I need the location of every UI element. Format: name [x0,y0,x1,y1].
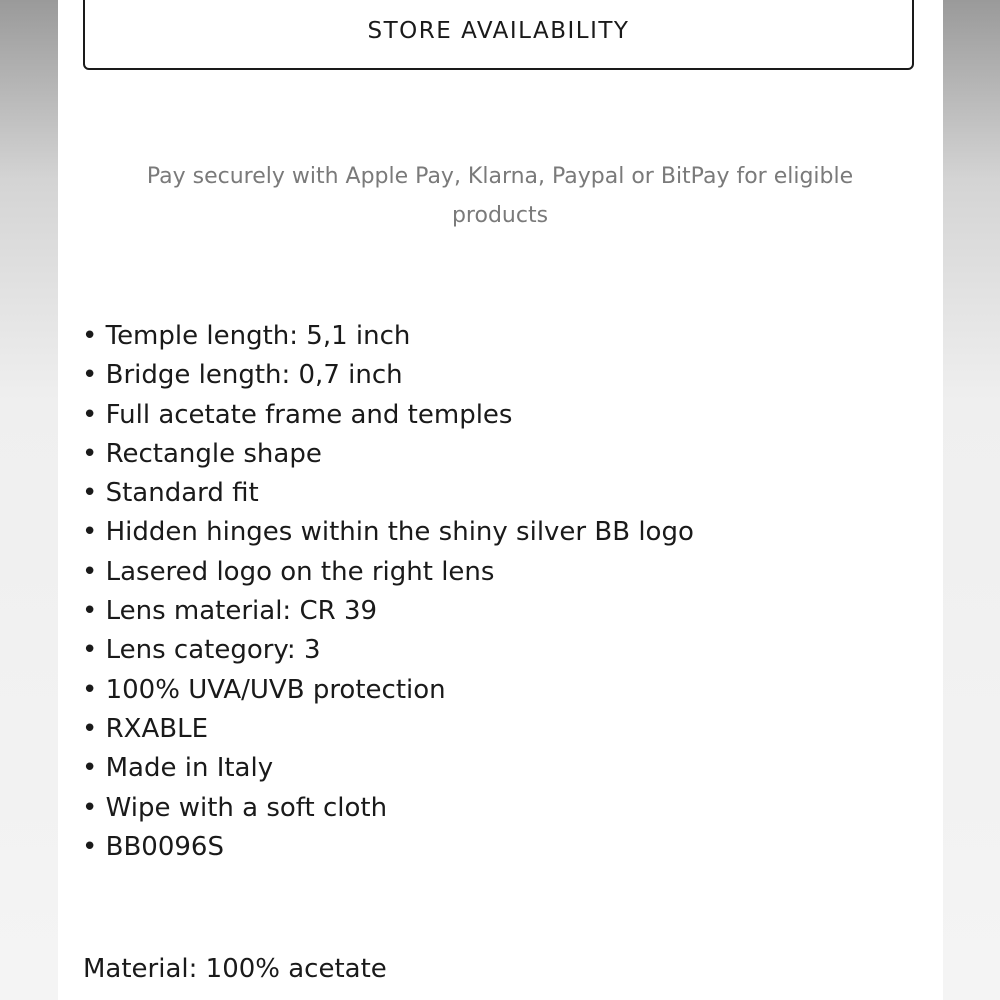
list-item: • Wipe with a soft cloth [82,792,388,823]
store-availability-label: STORE AVAILABILITY [367,18,630,44]
list-item: • Rectangle shape [82,438,322,469]
list-item: • 100% UVA/UVB protection [82,674,446,705]
list-item: • Made in Italy [82,753,274,784]
store-availability-button[interactable] [83,0,914,70]
list-item: • Lens material: CR 39 [82,596,378,627]
left-backdrop [0,0,58,1000]
right-backdrop [943,0,1000,1000]
list-item: • Full acetate frame and temples [82,399,513,430]
list-item: • Lens category: 3 [82,635,321,666]
material-line: Material: 100% acetate [83,954,387,984]
feature-list [82,317,694,867]
list-item: • Hidden hinges within the shiny silver BB logo [82,517,694,548]
list-item: • Temple length: 5,1 inch [82,321,411,351]
list-item: • Standard fit [82,478,259,509]
list-item: • Bridge length: 0,7 inch [82,360,403,391]
list-item: • BB0096S [82,831,224,862]
product-details-panel [58,0,943,1000]
list-item: • RXABLE [82,713,209,744]
payment-note: Pay securely with Apple Pay, Klarna, Paypal or BitPay for eligible products [146,164,854,228]
list-item: • Lasered logo on the right lens [82,556,495,587]
